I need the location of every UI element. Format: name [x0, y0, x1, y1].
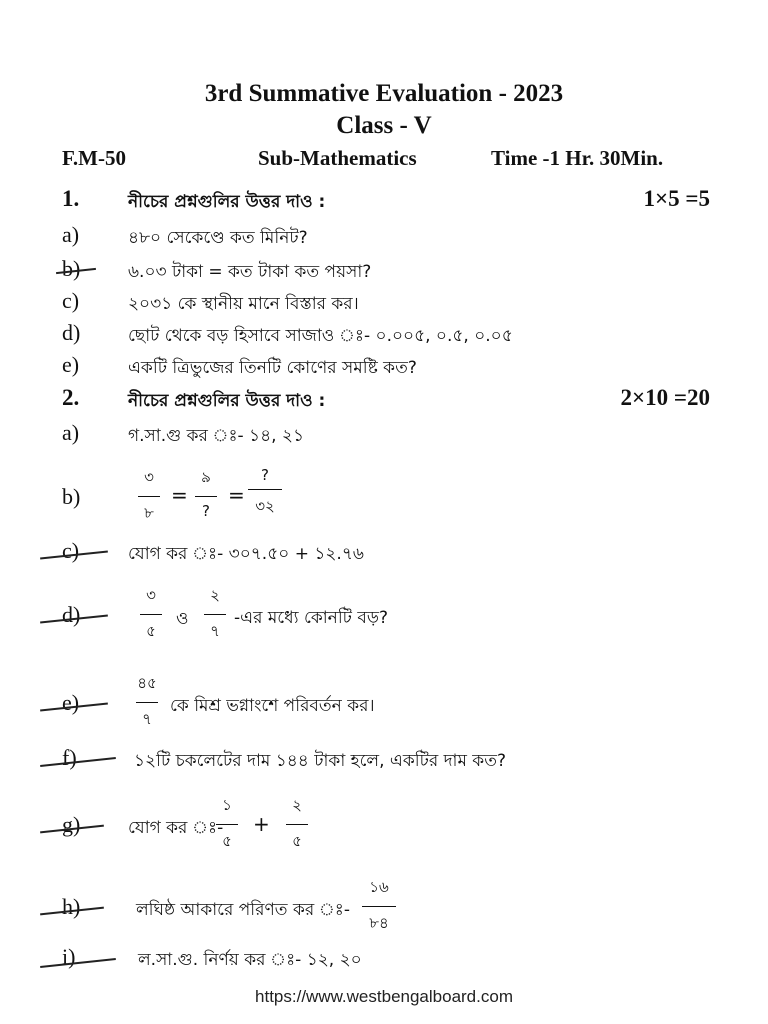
question-label: b): [62, 256, 81, 281]
question-label: a): [62, 222, 80, 247]
fraction-1: [140, 584, 162, 645]
question-text: ৬.০৩ টাকা = কত টাকা কত পয়সা?: [128, 262, 372, 282]
fraction-bar: [248, 489, 282, 490]
question-label: h): [62, 894, 81, 919]
question-1b: [0, 256, 768, 290]
fraction-2: [195, 466, 217, 520]
question-text: গ.সা.গু কর ঃ- ১৪, ২১: [128, 426, 305, 446]
pen-strike: [40, 757, 116, 767]
fraction-1: [216, 794, 238, 855]
question-label: e): [62, 352, 80, 377]
section-instruction: নীচের প্রশ্নগুলির উত্তর দাও :: [128, 391, 326, 411]
denominator: ৫: [222, 832, 232, 850]
question-label: e): [62, 690, 80, 715]
question-2a: [0, 420, 768, 454]
footer-url: https://www.westbengalboard.com: [255, 987, 513, 1006]
denominator: ৫: [146, 622, 156, 640]
question-2b: [0, 484, 768, 518]
question-label: f): [62, 745, 77, 770]
fraction: [136, 672, 158, 733]
question-1a: [0, 222, 768, 256]
question-text: একটি ত্রিভুজের তিনটি কোণের সমষ্টি কত?: [128, 358, 417, 378]
pen-strike: [40, 958, 116, 968]
fraction-bar: [140, 614, 162, 615]
question-text: লঘিষ্ঠ আকারে পরিণত কর ঃ-: [136, 900, 351, 920]
question-2d: [0, 602, 768, 636]
class-line: Class - V: [336, 112, 432, 139]
fraction-bar: [195, 496, 217, 497]
fraction-bar: [136, 702, 158, 703]
question-label: d): [62, 602, 81, 627]
numerator: ৩: [146, 586, 156, 604]
fraction-bar: [204, 614, 226, 615]
section-number: 2.: [62, 385, 80, 410]
question-text: ল.সা.গু. নির্ণয় কর ঃ- ১২, ২০: [138, 950, 362, 970]
question-text: ১২টি চকলেটের দাম ১৪৪ টাকা হলে, একটির দাম কত?: [134, 751, 506, 771]
question-1e: [0, 352, 768, 386]
denominator: ৩২: [255, 497, 275, 515]
section-marks: 1×5 =5: [643, 186, 710, 211]
fraction-bar: [286, 824, 308, 825]
section-1-heading: [0, 186, 768, 220]
question-text: ৪৮০ সেকেণ্ডে কত মিনিট?: [128, 228, 308, 248]
fraction-3: [248, 466, 282, 520]
question-label: c): [62, 288, 80, 313]
conjunction: ও: [176, 609, 189, 629]
denominator: ৮: [144, 504, 154, 522]
question-label: g): [62, 812, 81, 837]
section-2-heading: [0, 385, 768, 419]
equals-sign: =: [228, 483, 245, 507]
question-2c: [0, 538, 768, 572]
fraction: [362, 876, 396, 937]
section-marks: 2×10 =20: [620, 385, 710, 410]
numerator: ৩: [144, 468, 154, 486]
subject: Sub-Mathematics: [258, 146, 417, 170]
fraction-bar: [362, 906, 396, 907]
fraction-bar: [138, 496, 160, 497]
question-label: i): [62, 944, 76, 969]
question-1d: [0, 320, 768, 354]
numerator: ৯: [201, 468, 211, 486]
numerator: ৪৫: [137, 674, 157, 692]
question-label: a): [62, 420, 80, 445]
fraction-bar: [216, 824, 238, 825]
equals-sign: =: [171, 483, 188, 507]
question-text: যোগ কর ঃ- ৩০৭.৫০ + ১২.৭৬: [128, 544, 364, 564]
question-text: যোগ কর ঃ-: [128, 818, 224, 838]
question-label: c): [62, 538, 80, 563]
exam-title: 3rd Summative Evaluation - 2023: [204, 80, 564, 107]
question-text: ছোট থেকে বড় হিসাবে সাজাও ঃ- ০.০০৫, ০.৫, ০.০৫: [128, 326, 513, 346]
numerator: ২: [210, 586, 220, 604]
question-2i: [0, 944, 768, 978]
denominator: ?: [202, 502, 210, 520]
plus-sign: +: [253, 812, 270, 836]
question-label: d): [62, 320, 81, 345]
fraction-2: [286, 794, 308, 855]
denominator: ৫: [292, 832, 302, 850]
numerator: ২: [292, 796, 302, 814]
question-2f: [0, 745, 768, 779]
denominator: ৭: [142, 710, 152, 728]
fraction-1: [138, 466, 160, 527]
question-text: ২০৩১ কে স্থানীয় মানে বিস্তার কর।: [128, 294, 359, 314]
question-2e: [0, 690, 768, 724]
denominator: ৭: [210, 622, 220, 640]
section-instruction: নীচের প্রশ্নগুলির উত্তর দাও :: [128, 192, 326, 212]
question-text: কে মিশ্র ভগ্নাংশে পরিবর্তন কর।: [170, 696, 375, 716]
numerator: ?: [261, 466, 269, 484]
section-number: 1.: [62, 186, 80, 211]
denominator: ৮৪: [369, 914, 389, 932]
fraction-2: [204, 584, 226, 645]
question-text: -এর মধ্যে কোনটি বড়?: [234, 608, 388, 628]
question-1c: [0, 288, 768, 322]
numerator: ১: [222, 796, 232, 814]
question-2g: [0, 812, 768, 846]
question-label: b): [62, 484, 81, 509]
full-marks: F.M-50: [62, 146, 126, 170]
numerator: ১৬: [369, 878, 389, 896]
time-allowed: Time -1 Hr. 30Min.: [491, 146, 664, 170]
